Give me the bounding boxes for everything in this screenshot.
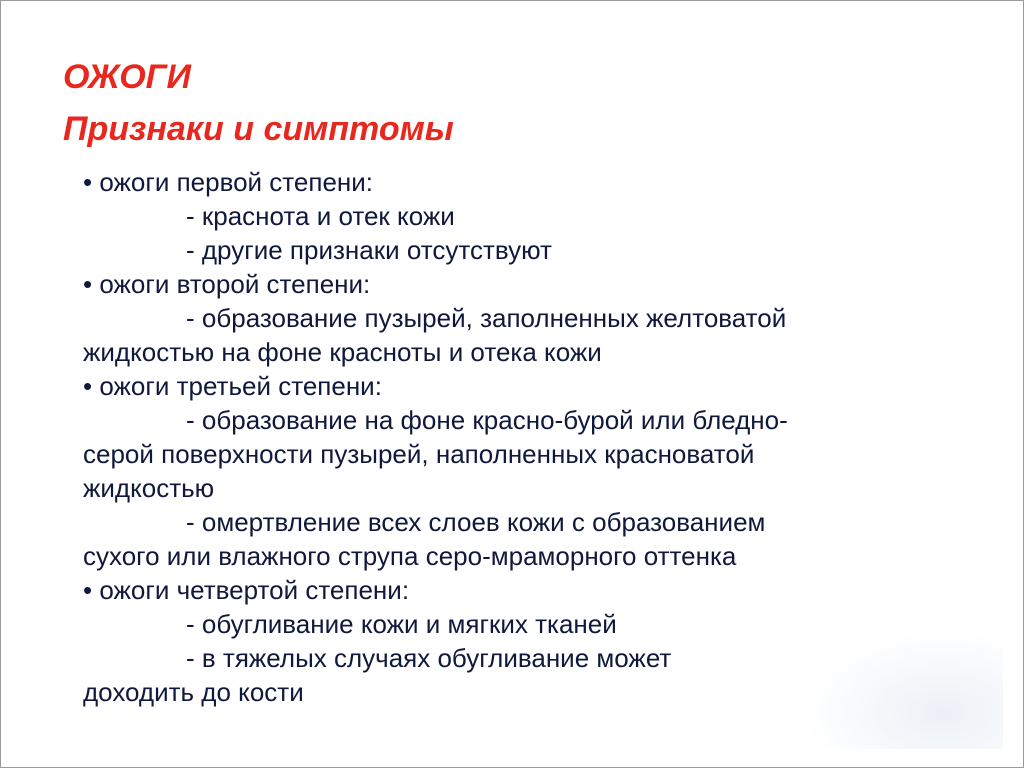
degree-4-item-1: - обугливание кожи и мягких тканей: [186, 609, 617, 639]
degree-2-item-1: - образование пузырей, заполненных желтоватой: [186, 303, 787, 333]
degree-1-item-2: - другие признаки отсутствуют: [186, 235, 552, 265]
slide-subtitle: Признаки и симптомы: [63, 110, 454, 148]
degree-2-item-1-continued: жидкостью на фоне красноты и отека кожи: [83, 337, 602, 367]
degree-3-heading: • ожоги третьей степени:: [83, 371, 382, 401]
degree-3-item-2: - омертвление всех слоев кожи с образованием: [186, 507, 766, 537]
symptoms-list: [83, 165, 933, 709]
slide-title: ОЖОГИ: [63, 58, 191, 96]
degree-2-heading: • ожоги второй степени:: [83, 269, 371, 299]
background-decoration: [803, 629, 1003, 749]
degree-1-heading: • ожоги первой степени:: [83, 167, 374, 197]
degree-3-item-2-continued: сухого или влажного струпа серо-мраморного оттенка: [83, 541, 737, 571]
title-block: [63, 51, 963, 155]
degree-1-item-1: - краснота и отек кожи: [186, 201, 455, 231]
degree-3-item-1-continued-2: жидкостью: [83, 473, 215, 503]
degree-4-item-2: - в тяжелых случаях обугливание может: [186, 643, 672, 673]
degree-4-item-2-continued: доходить до кости: [83, 677, 304, 707]
degree-4-heading: • ожоги четвертой степени:: [83, 575, 410, 605]
degree-3-item-1-continued: серой поверхности пузырей, наполненных красноватой: [83, 439, 755, 469]
degree-3-item-1: - образование на фоне красно-бурой или бледно-: [186, 405, 788, 435]
